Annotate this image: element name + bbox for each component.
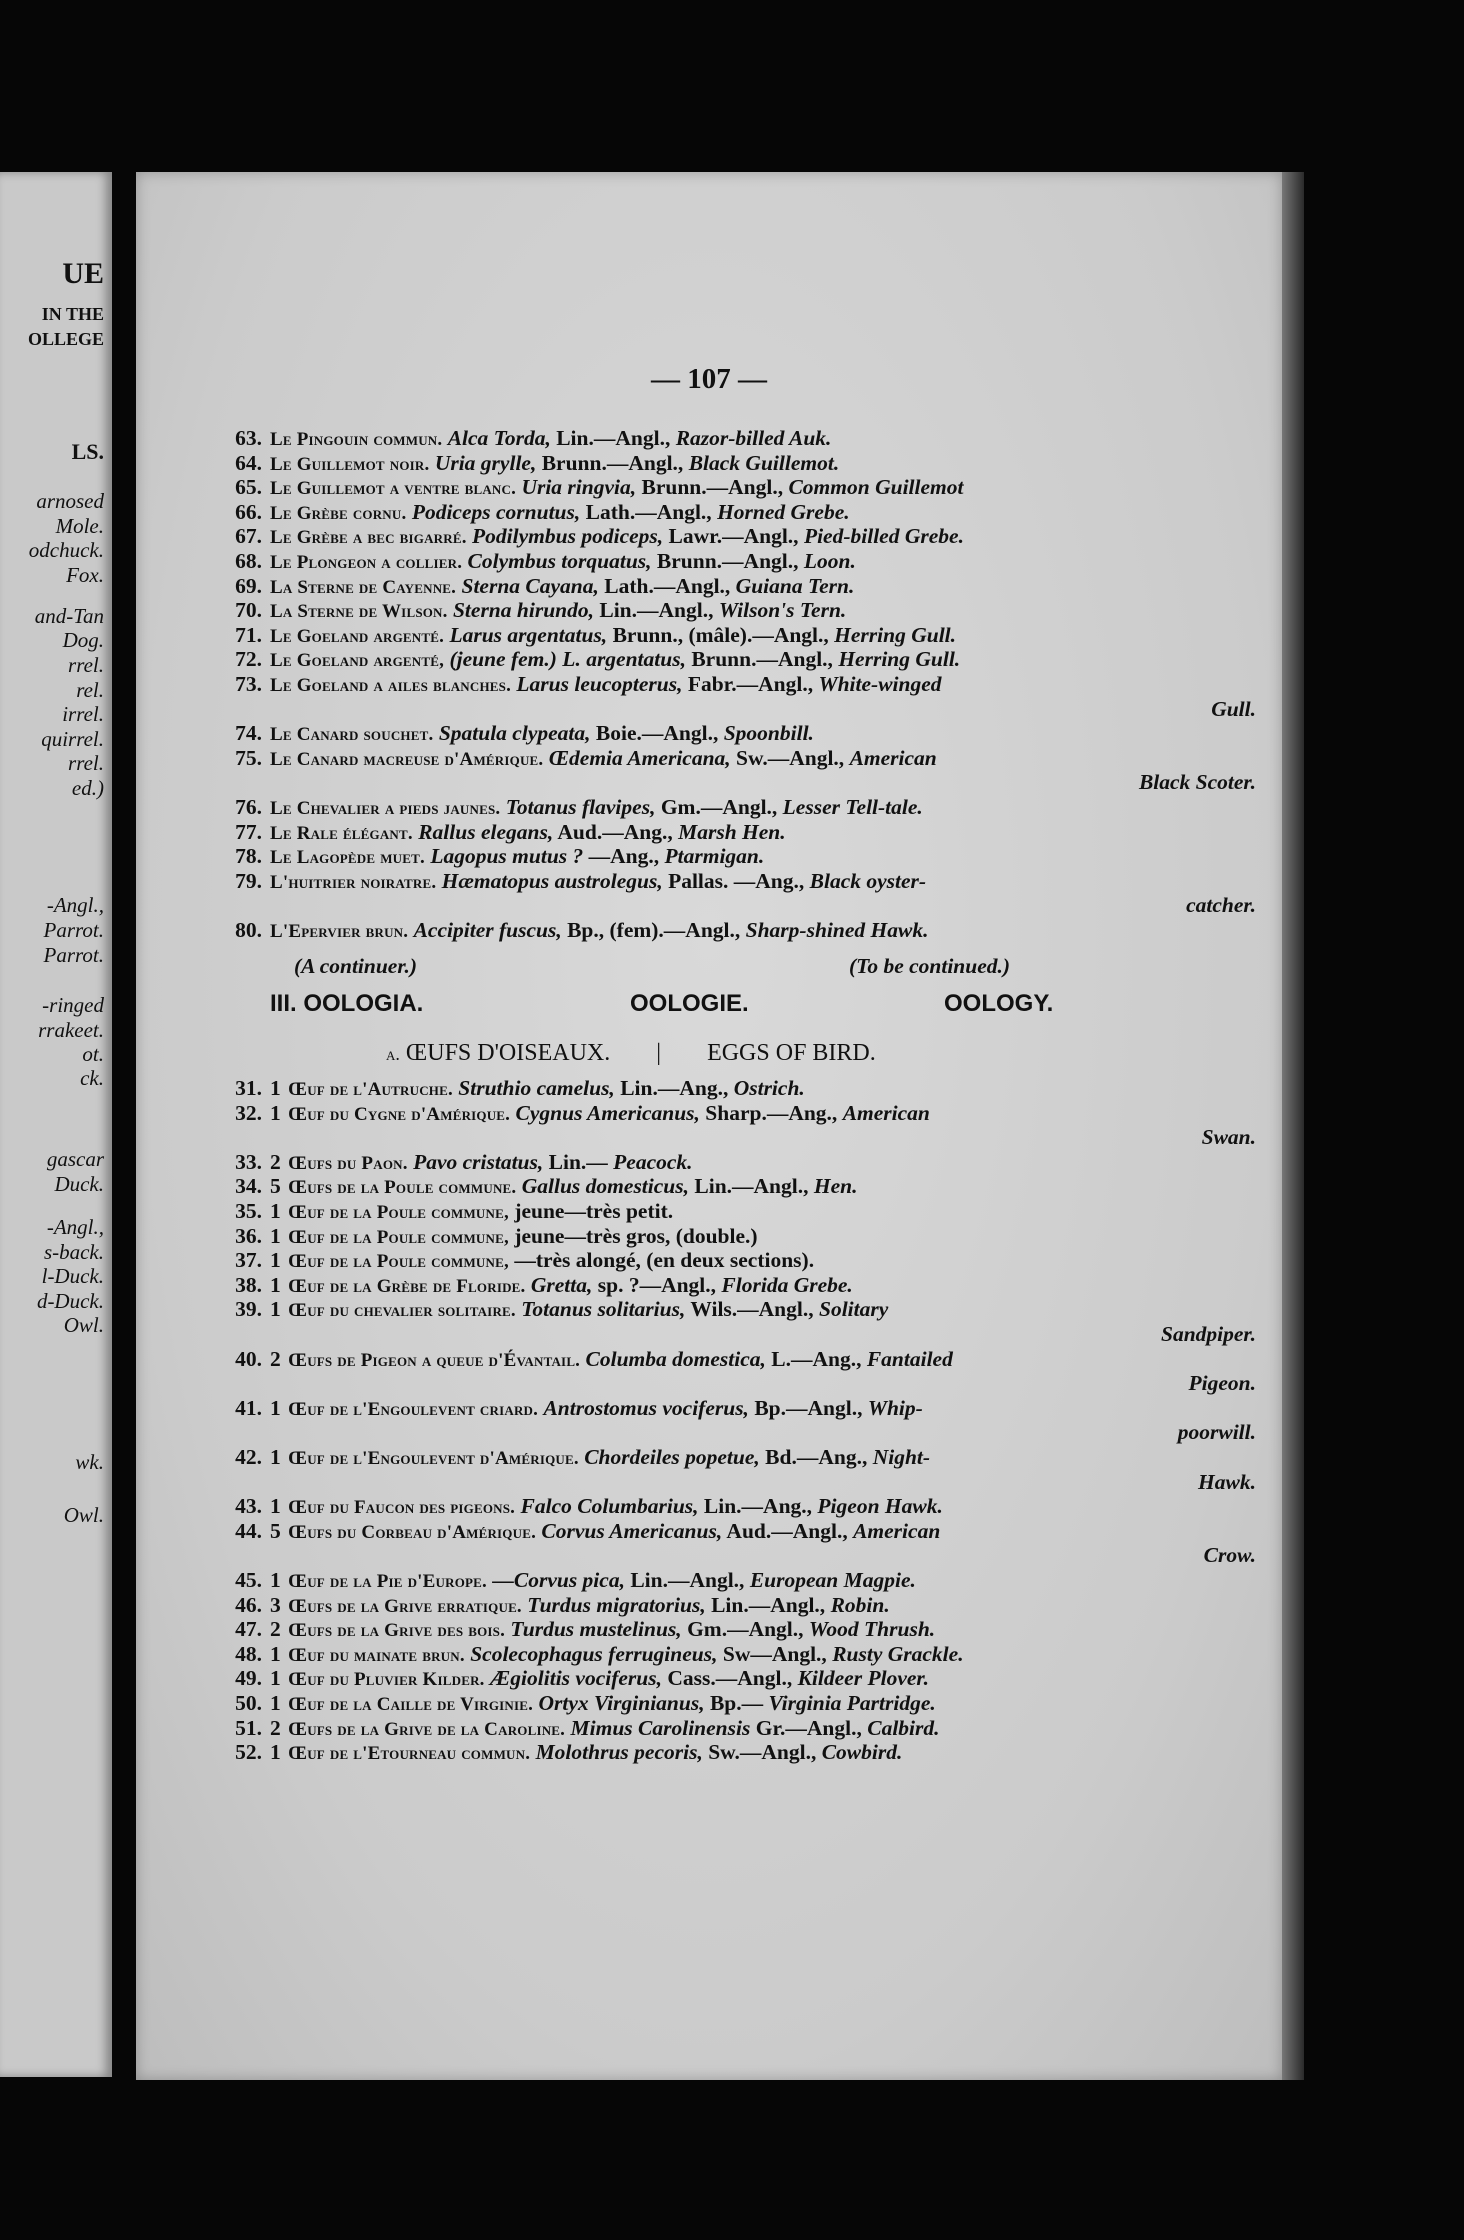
english-name: Ostrich. [733,1076,805,1100]
latin-name: Chordeiles popetue, [584,1445,760,1469]
left-page-text: -ringed [42,993,104,1017]
entry-number: 64. [235,450,262,475]
entry-number: 49. [235,1666,262,1691]
entry-continuation [216,1321,1256,1347]
english-name-continued: Gull. [1211,696,1256,721]
left-page-text: irrel. [62,702,104,726]
french-name: L'Epervier brun. [270,921,409,942]
authority: Wils.—Angl., [690,1297,814,1322]
english-name: Kildeer Plover. [797,1666,929,1691]
english-name: American [849,745,937,770]
french-name: La Sterne de Wilson. [270,601,448,623]
entry-number: 70. [235,598,262,623]
latin-name: Spatula clypeata, [438,721,591,746]
left-page-text: rrel. [68,653,104,677]
english-name-continued: Swan. [1201,1125,1256,1150]
english-name-continued: catcher. [1186,893,1256,918]
egg-count: 1 [270,1248,281,1273]
french-name: Œuf de l'Etourneau commun. [288,1743,531,1765]
french-name: Le Canard macreuse d'Amérique. [270,748,544,770]
entry-number: 46. [235,1592,262,1617]
entry-continuation [216,1370,1256,1396]
english-name: Rusty Grackle. [832,1641,964,1666]
latin-name: Totanus solitarius, [521,1297,686,1322]
entry-number: 33. [235,1149,262,1174]
egg-count: 1 [270,1076,281,1100]
authority: Boie.—Angl., [595,721,719,746]
latin-name: Larus argentatus, [449,622,608,647]
authority: Lath.—Angl., [585,499,712,524]
french-name: Le Grèbe cornu. [270,502,407,524]
entry-number: 39. [235,1297,262,1322]
section-title-english: OOLOGY. [944,990,1054,1017]
latin-name: Hæmatopus austrolegus, [441,868,663,893]
french-name: Le Grèbe a bec bigarré. [270,527,467,549]
subsection-french: ŒUFS D'OISEAUX. [405,1040,611,1066]
egg-entry [216,1739,1256,1767]
left-page-text: Owl. [63,1503,104,1527]
latin-name: Mimus Carolinensis [570,1715,751,1740]
authority: Lin.—Ang., [703,1494,813,1519]
egg-count: 5 [270,1518,281,1543]
authority: Lin.—Angl., [711,1592,826,1617]
french-name: Le Chevalier a pieds jaunes. [270,798,501,819]
latin-name: Ortyx Virginianus, [538,1691,705,1715]
left-page-text: l-Duck. [41,1264,104,1288]
entry-number: 48. [235,1641,262,1666]
english-name: Ptarmigan. [664,844,765,869]
latin-name: —Corvus pica, [492,1568,625,1592]
left-page-text: and-Tan [34,604,104,628]
left-page-text: odchuck. [28,538,104,562]
french-name: Le Canard souchet. [270,724,434,746]
subsection-separator: | [656,1040,662,1066]
french-name: Œuf de l'Engoulevent d'Amérique. [288,1448,579,1469]
english-name: Calbird. [867,1715,940,1740]
left-page-text: -Angl., [46,893,104,917]
authority: —très alongé, (en deux sections). [514,1248,815,1273]
french-name: Le Pingouin commun. [270,429,443,450]
english-name: Black Guillemot. [688,450,840,475]
entry-number: 36. [235,1223,262,1248]
english-name: American [842,1100,930,1125]
french-name: Œufs de la Grive des bois. [288,1620,506,1642]
egg-count: 5 [270,1174,281,1199]
latin-name: Accipiter fuscus, [413,918,562,942]
left-page-text: ot. [82,1042,104,1066]
entry-continuation [216,769,1256,795]
entry-number: 72. [235,647,262,672]
english-name: Spoonbill. [723,721,814,746]
latin-name: Larus leucopterus, [516,672,683,696]
french-name: Œuf de la Poule commune, [288,1251,509,1273]
authority: Gm.—Angl., [660,795,778,819]
french-name: Le Plongeon a collier. [270,552,463,573]
authority: jeune—très gros, (double.) [514,1223,758,1248]
entry-number: 52. [235,1740,262,1765]
english-name: Solitary [819,1297,889,1322]
authority: Aud.—Ang., [557,819,673,844]
entry-number: 71. [235,622,262,647]
authority: Brunn., (mâle).—Angl., [612,622,829,647]
latin-name: Rallus elegans, [418,819,554,844]
english-name: Pied-billed Grebe. [803,524,964,549]
english-name: Whip- [867,1395,923,1420]
english-name: Razor-billed Auk. [675,426,832,450]
left-page-text: Dog. [62,628,104,652]
egg-count: 1 [270,1641,281,1666]
latin-name: Œdemia Americana, [548,745,731,770]
french-name: Œufs de Pigeon a queue d'Évantail. [288,1349,581,1371]
entry-number: 76. [235,795,262,819]
english-name: Fantailed [866,1346,953,1371]
latin-name: Sterna hirundo, [452,598,594,623]
left-page-text: Mole. [55,514,104,538]
entry-number: 68. [235,549,262,573]
english-name: Sharp-shined Hawk. [745,918,929,942]
left-page-text: d-Duck. [36,1289,104,1313]
latin-name: Corvus Americanus, [541,1518,723,1543]
english-name: Florida Grebe. [721,1272,853,1297]
entry-number: 47. [235,1617,262,1642]
entry-number: 66. [235,499,262,524]
authority: Bp.— [709,1691,764,1715]
french-name: Œuf du Pluvier Kilder. [288,1669,485,1691]
entry-number: 41. [235,1395,262,1420]
entry-continuation [216,1542,1256,1568]
french-name: Œuf de la Caille de Virginie. [288,1694,534,1715]
entry-number: 31. [235,1076,262,1100]
french-name: Œuf du chevalier solitaire. [288,1300,516,1322]
authority: —Ang., [588,844,660,869]
english-name: Night- [872,1445,931,1469]
entry-number: 69. [235,573,262,598]
french-name: Œuf de la Poule commune, [288,1202,509,1223]
english-name: Pigeon Hawk. [817,1494,943,1519]
left-page-text: wk. [75,1450,104,1474]
egg-count: 1 [270,1395,281,1420]
english-name-continued: poorwill. [1177,1420,1256,1445]
french-name: L'huitrier noiratre. [270,871,437,893]
continue-note-english: (To be continued.) [849,954,1011,978]
authority: Sw—Angl., [722,1641,827,1666]
left-page-text: s-back. [43,1240,104,1264]
french-name: Le Guillemot a ventre blanc. [270,478,517,500]
authority: Pallas. —Ang., [668,868,805,893]
left-page-text: rrel. [68,751,104,775]
authority: Lin.—Angl., [630,1568,745,1592]
left-page-text: quirrel. [41,727,104,751]
left-page-fragment [0,172,112,2077]
english-name-continued: Pigeon. [1188,1371,1256,1396]
left-page-text: Parrot. [43,918,104,942]
latin-name: Molothrus pecoris, [535,1740,703,1765]
french-name: Œufs du Paon. [288,1152,408,1174]
entry-number: 74. [235,721,262,746]
egg-count: 1 [270,1272,281,1297]
entry-number: 34. [235,1174,262,1199]
subsection-letter: a. [386,1044,400,1064]
left-page-text: ck. [80,1066,104,1090]
entry-continuation [216,696,1256,722]
left-page-text: Fox. [66,563,104,587]
latin-name: Turdus migratorius, [527,1592,706,1617]
authority: Bp.—Angl., [754,1395,863,1420]
entry-number: 37. [235,1248,262,1273]
english-name: Virginia Partridge. [768,1691,936,1715]
bird-entry [216,917,1256,945]
english-name: Guiana Tern. [735,573,855,598]
latin-name: Scolecophagus ferrugineus, [470,1641,718,1666]
french-name: Le Goeland argenté, [270,650,445,672]
entry-number: 50. [235,1691,262,1715]
authority: Gr.—Angl., [755,1715,862,1740]
english-name: European Magpie. [749,1568,916,1592]
authority: Brunn.—Angl., [656,549,799,573]
french-name: Le Goeland a ailes blanches. [270,675,512,696]
latin-name: Struthio camelus, [458,1076,615,1100]
french-name: Œuf de l'Engoulevent criard. [288,1398,539,1420]
latin-name: Pavo cristatus, [413,1149,544,1174]
french-name: Œufs de la Grive erratique. [288,1595,522,1617]
english-name: Cowbird. [821,1740,903,1765]
english-name: Black oyster- [809,868,927,893]
left-page-text: arnosed [36,489,104,513]
left-page-text: Parrot. [43,943,104,967]
authority: Lin.— [548,1149,608,1174]
egg-count: 1 [270,1199,281,1223]
left-page-text: ed.) [71,776,104,800]
latin-name: Cygnus Americanus, [515,1100,700,1125]
authority: Sw.—Angl., [736,745,845,770]
entry-number: 38. [235,1272,262,1297]
authority: Bd.—Ang., [765,1445,868,1469]
egg-count: 2 [270,1715,281,1740]
authority: jeune—très petit. [514,1199,674,1223]
authority: Lin.—Angl., [694,1174,809,1199]
page-number: — 107 — [651,363,767,395]
authority: Brunn.—Angl., [691,647,833,672]
entry-number: 75. [235,745,262,770]
authority: Sharp.—Ang., [705,1100,838,1125]
egg-count: 3 [270,1592,281,1617]
entry-continuation [216,1419,1256,1445]
latin-name: Colymbus torquatus, [467,549,652,573]
french-name: Œufs de la Grive de la Caroline. [288,1718,566,1740]
latin-name: Gallus domesticus, [521,1174,689,1199]
english-name: Wilson's Tern. [718,598,847,623]
egg-count: 1 [270,1568,281,1592]
egg-count: 1 [270,1666,281,1691]
egg-count: 1 [270,1494,281,1519]
left-page-text: UE [62,257,104,290]
entry-number: 73. [235,672,262,696]
entry-continuation [216,1124,1256,1150]
left-page-text: gascar [46,1147,104,1171]
subsection-english: EGGS OF BIRD. [707,1040,876,1066]
authority: Fabr.—Angl., [687,672,814,696]
entry-number: 32. [235,1100,262,1125]
french-name: Œufs du Corbeau d'Amérique. [288,1521,537,1543]
english-name-continued: Sandpiper. [1161,1322,1256,1346]
egg-count: 2 [270,1346,281,1371]
egg-count: 1 [270,1691,281,1715]
left-page-text: Duck. [54,1172,104,1196]
left-page-text: Owl. [63,1313,104,1337]
english-name: Lesser Tell-tale. [782,795,923,819]
english-name: American [853,1518,941,1543]
section-title-latin: III. OOLOGIA. [270,990,424,1017]
french-name: Œuf du Cygne d'Amérique. [288,1103,511,1125]
subsection-title [386,1040,876,1067]
entry-number: 77. [235,819,262,844]
section-title-french: OOLOGIE. [630,990,749,1017]
entry-number: 35. [235,1199,262,1223]
french-name: Œuf de la Pie d'Europe. [288,1571,487,1592]
left-page-text: rel. [76,678,104,702]
french-name: Œufs de la Poule commune. [288,1177,517,1199]
page [136,172,1282,2080]
english-name-continued: Hawk. [1198,1469,1256,1494]
egg-count: 1 [270,1445,281,1469]
latin-name: Totanus flavipes, [505,795,656,819]
entry-number: 67. [235,524,262,549]
english-name: Herring Gull. [834,622,957,647]
authority: Cass.—Angl., [667,1666,793,1691]
entry-number: 80. [235,918,262,942]
latin-name: Podilymbus podiceps, [472,524,664,549]
entry-number: 63. [235,426,262,450]
english-name: Marsh Hen. [678,819,786,844]
left-page-text: OLLEGE [27,329,104,349]
authority: Lin.—Angl., [599,598,714,623]
latin-name: Falco Columbarius, [520,1494,699,1519]
latin-name: Podiceps cornutus, [411,499,581,524]
latin-name: Antrostomus vociferus, [543,1395,749,1420]
entry-number: 43. [235,1494,262,1519]
english-name-continued: Black Scoter. [1138,770,1256,795]
latin-name: Uria grylle, [434,450,537,475]
english-name-continued: Crow. [1203,1543,1256,1568]
entry-number: 79. [235,868,262,893]
entry-number: 51. [235,1715,262,1740]
english-name: Wood Thrush. [808,1617,936,1642]
authority: sp. ?—Angl., [597,1272,717,1297]
english-name: Herring Gull. [838,647,961,672]
left-page-text: -Angl., [46,1215,104,1239]
egg-count: 1 [270,1223,281,1248]
authority: Lin.—Angl., [556,426,671,450]
authority: Sw.—Angl., [708,1740,817,1765]
french-name: Le Lagopède muet. [270,847,425,869]
egg-count: 2 [270,1617,281,1642]
page-edge [1282,172,1304,2080]
latin-name: Ægiolitis vociferus, [490,1666,662,1691]
english-name: Robin. [830,1592,890,1617]
entry-number: 44. [235,1518,262,1543]
authority: Lawr.—Angl., [668,524,799,549]
english-name: Peacock. [613,1149,693,1174]
left-page-text: LS. [71,439,104,464]
english-name: Common Guillemot [788,475,964,500]
english-name: Loon. [803,549,856,573]
latin-name: Turdus mustelinus, [510,1617,682,1642]
entry-continuation [216,1469,1256,1495]
entry-continuation [216,892,1256,918]
authority: Bp., (fem).—Angl., [567,918,741,942]
entry-number: 42. [235,1445,262,1469]
left-page-text: IN THE [41,304,104,324]
egg-count: 1 [270,1100,281,1125]
latin-name: Columba domestica, [585,1346,766,1371]
french-name: Œuf de la Poule commune, [288,1226,509,1248]
latin-name: Alca Torda, [447,426,551,450]
english-name: White-winged [818,672,942,696]
french-name: Le Rale élégant. [270,822,413,844]
french-name: Œuf du Faucon des pigeons. [288,1497,516,1519]
egg-count: 1 [270,1297,281,1322]
authority: L.—Ang., [771,1346,862,1371]
authority: Lin.—Ang., [620,1076,729,1100]
english-name: Hen. [813,1174,858,1199]
authority: Aud.—Angl., [726,1518,848,1543]
egg-count: 1 [270,1740,281,1765]
english-name: Horned Grebe. [717,499,850,524]
latin-name: Gretta, [530,1272,593,1297]
latin-name: Uria ringvia, [521,475,637,500]
french-name: Œuf de la Grèbe de Floride. [288,1275,526,1297]
french-name: La Sterne de Cayenne. [270,576,457,598]
authority: Brunn.—Angl., [541,450,684,475]
french-name: Œuf du mainate brun. [288,1644,465,1666]
entry-number: 40. [235,1346,262,1371]
french-name: Le Guillemot noir. [270,453,430,475]
continue-note-french: (A continuer.) [294,954,418,978]
authority: Lath.—Angl., [604,573,731,598]
entry-number: 78. [235,844,262,869]
latin-name: Sterna Cayana, [461,573,599,598]
french-name: Le Goeland argenté. [270,625,445,647]
egg-count: 2 [270,1149,281,1174]
latin-name: (jeune fem.) L. argentatus, [449,647,686,672]
entry-number: 65. [235,475,262,500]
authority: Gm.—Angl., [687,1617,804,1642]
authority: Brunn.—Angl., [641,475,784,500]
entry-number: 45. [235,1568,262,1592]
latin-name: Lagopus mutus ? [430,844,584,869]
french-name: Œuf de l'Autruche. [288,1079,453,1100]
left-page-text: rrakeet. [38,1018,104,1042]
